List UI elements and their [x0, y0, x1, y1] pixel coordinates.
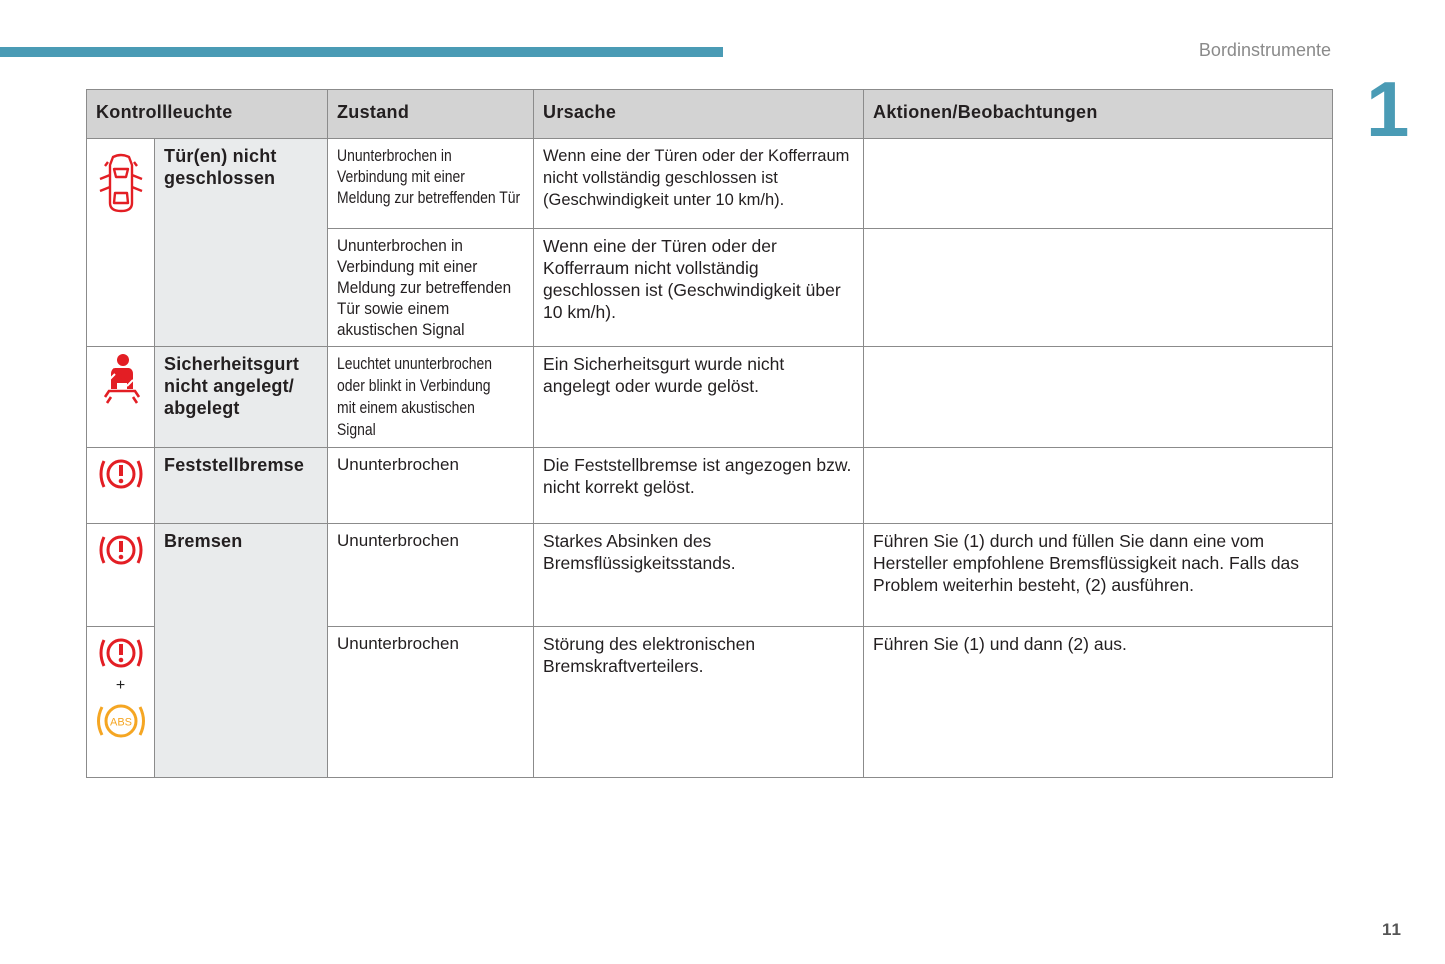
action-cell: Führen Sie (1) durch und füllen Sie dann eine vom Hersteller empfohlene Bremsflüssigkeit nach. Falls das Problem weiterhin besteht, (2) ausführen. — [864, 524, 1333, 627]
column-header-aktionen: Aktionen/Beobachtungen — [864, 90, 1333, 139]
condition-cell: Ununterbrochen — [328, 524, 534, 627]
cause-cell: Wenn eine der Türen oder der Kofferraum nicht vollständig geschlossen ist (Geschwindigkeit über 10 km/h). — [534, 229, 864, 347]
condition-cell: Ununterbrochen — [328, 627, 534, 778]
table-header-row — [87, 90, 1333, 139]
warning-lights-table — [86, 89, 1333, 778]
table-row — [87, 448, 1333, 524]
brake-warning-icon — [96, 454, 146, 494]
row-name-parking-brake: Feststellbremse — [155, 448, 328, 524]
icon-cell — [87, 139, 155, 347]
condition-line: oder blinkt in Verbindung — [337, 376, 491, 395]
row-name-seatbelt: Sicherheitsgurt nicht angelegt/ abgelegt — [155, 347, 328, 448]
table-row — [87, 524, 1333, 627]
column-header-kontrollleuchte: Kontrollleuchte — [87, 90, 328, 139]
seatbelt-warning-icon — [99, 353, 143, 405]
cause-cell: Die Feststellbremse ist angezogen bzw. nicht korrekt gelöst. — [534, 448, 864, 524]
icon-group — [96, 633, 145, 743]
icon-cell — [87, 448, 155, 524]
column-header-zustand: Zustand — [328, 90, 534, 139]
condition-cell — [328, 229, 534, 347]
icon-cell — [87, 524, 155, 627]
condition-line: Signal — [337, 420, 376, 439]
door-open-warning-icon — [97, 153, 145, 215]
condition-cell — [328, 139, 534, 229]
action-cell: Führen Sie (1) und dann (2) aus. — [864, 627, 1333, 778]
cause-cell: Störung des elektronischen Bremskraftverteilers. — [534, 627, 864, 778]
section-title: Bordinstrumente — [1198, 40, 1331, 60]
abs-warning-icon — [93, 699, 149, 743]
plus-sign: + — [115, 677, 126, 694]
condition-cell — [328, 347, 534, 448]
condition-line: Meldung zur betreffenden Tür — [337, 188, 521, 207]
column-header-ursache: Ursache — [534, 90, 864, 139]
condition-cell: Ununterbrochen — [328, 448, 534, 524]
brake-warning-icon — [96, 530, 146, 570]
condition-line: Ununterbrochen in — [337, 146, 452, 165]
cause-cell: Wenn eine der Türen oder der Kofferraum nicht vollständig geschlossen ist (Geschwindigkeit unter 10 km/h). — [534, 139, 864, 229]
abs-label: ABS — [109, 716, 132, 729]
icon-cell — [87, 347, 155, 448]
action-cell — [864, 229, 1333, 347]
row-name-doors: Tür(en) nicht geschlossen — [155, 139, 328, 347]
table-row — [87, 347, 1333, 448]
condition-line: mit einem akustischen — [337, 398, 475, 417]
action-cell — [864, 448, 1333, 524]
header-accent-bar — [0, 47, 723, 57]
page-number: 11 — [1382, 920, 1402, 939]
condition-line: Leuchtet ununterbrochen — [337, 354, 493, 373]
table-row — [87, 139, 1333, 229]
icon-cell — [87, 627, 155, 778]
cause-cell: Starkes Absinken des Bremsflüssigkeitsstands. — [534, 524, 864, 627]
action-cell — [864, 347, 1333, 448]
cause-cell: Ein Sicherheitsgurt wurde nicht angelegt oder wurde gelöst. — [534, 347, 864, 448]
action-cell — [864, 139, 1333, 229]
row-name-brakes: Bremsen — [155, 524, 328, 778]
chapter-number: 1 — [1366, 65, 1410, 153]
condition-text: Ununterbrochen in Verbindung mit einer Meldung zur betreffenden Tür sowie einem akustischen Signal — [337, 236, 512, 339]
brake-warning-icon — [96, 633, 146, 673]
condition-line: Verbindung mit einer — [337, 167, 465, 186]
